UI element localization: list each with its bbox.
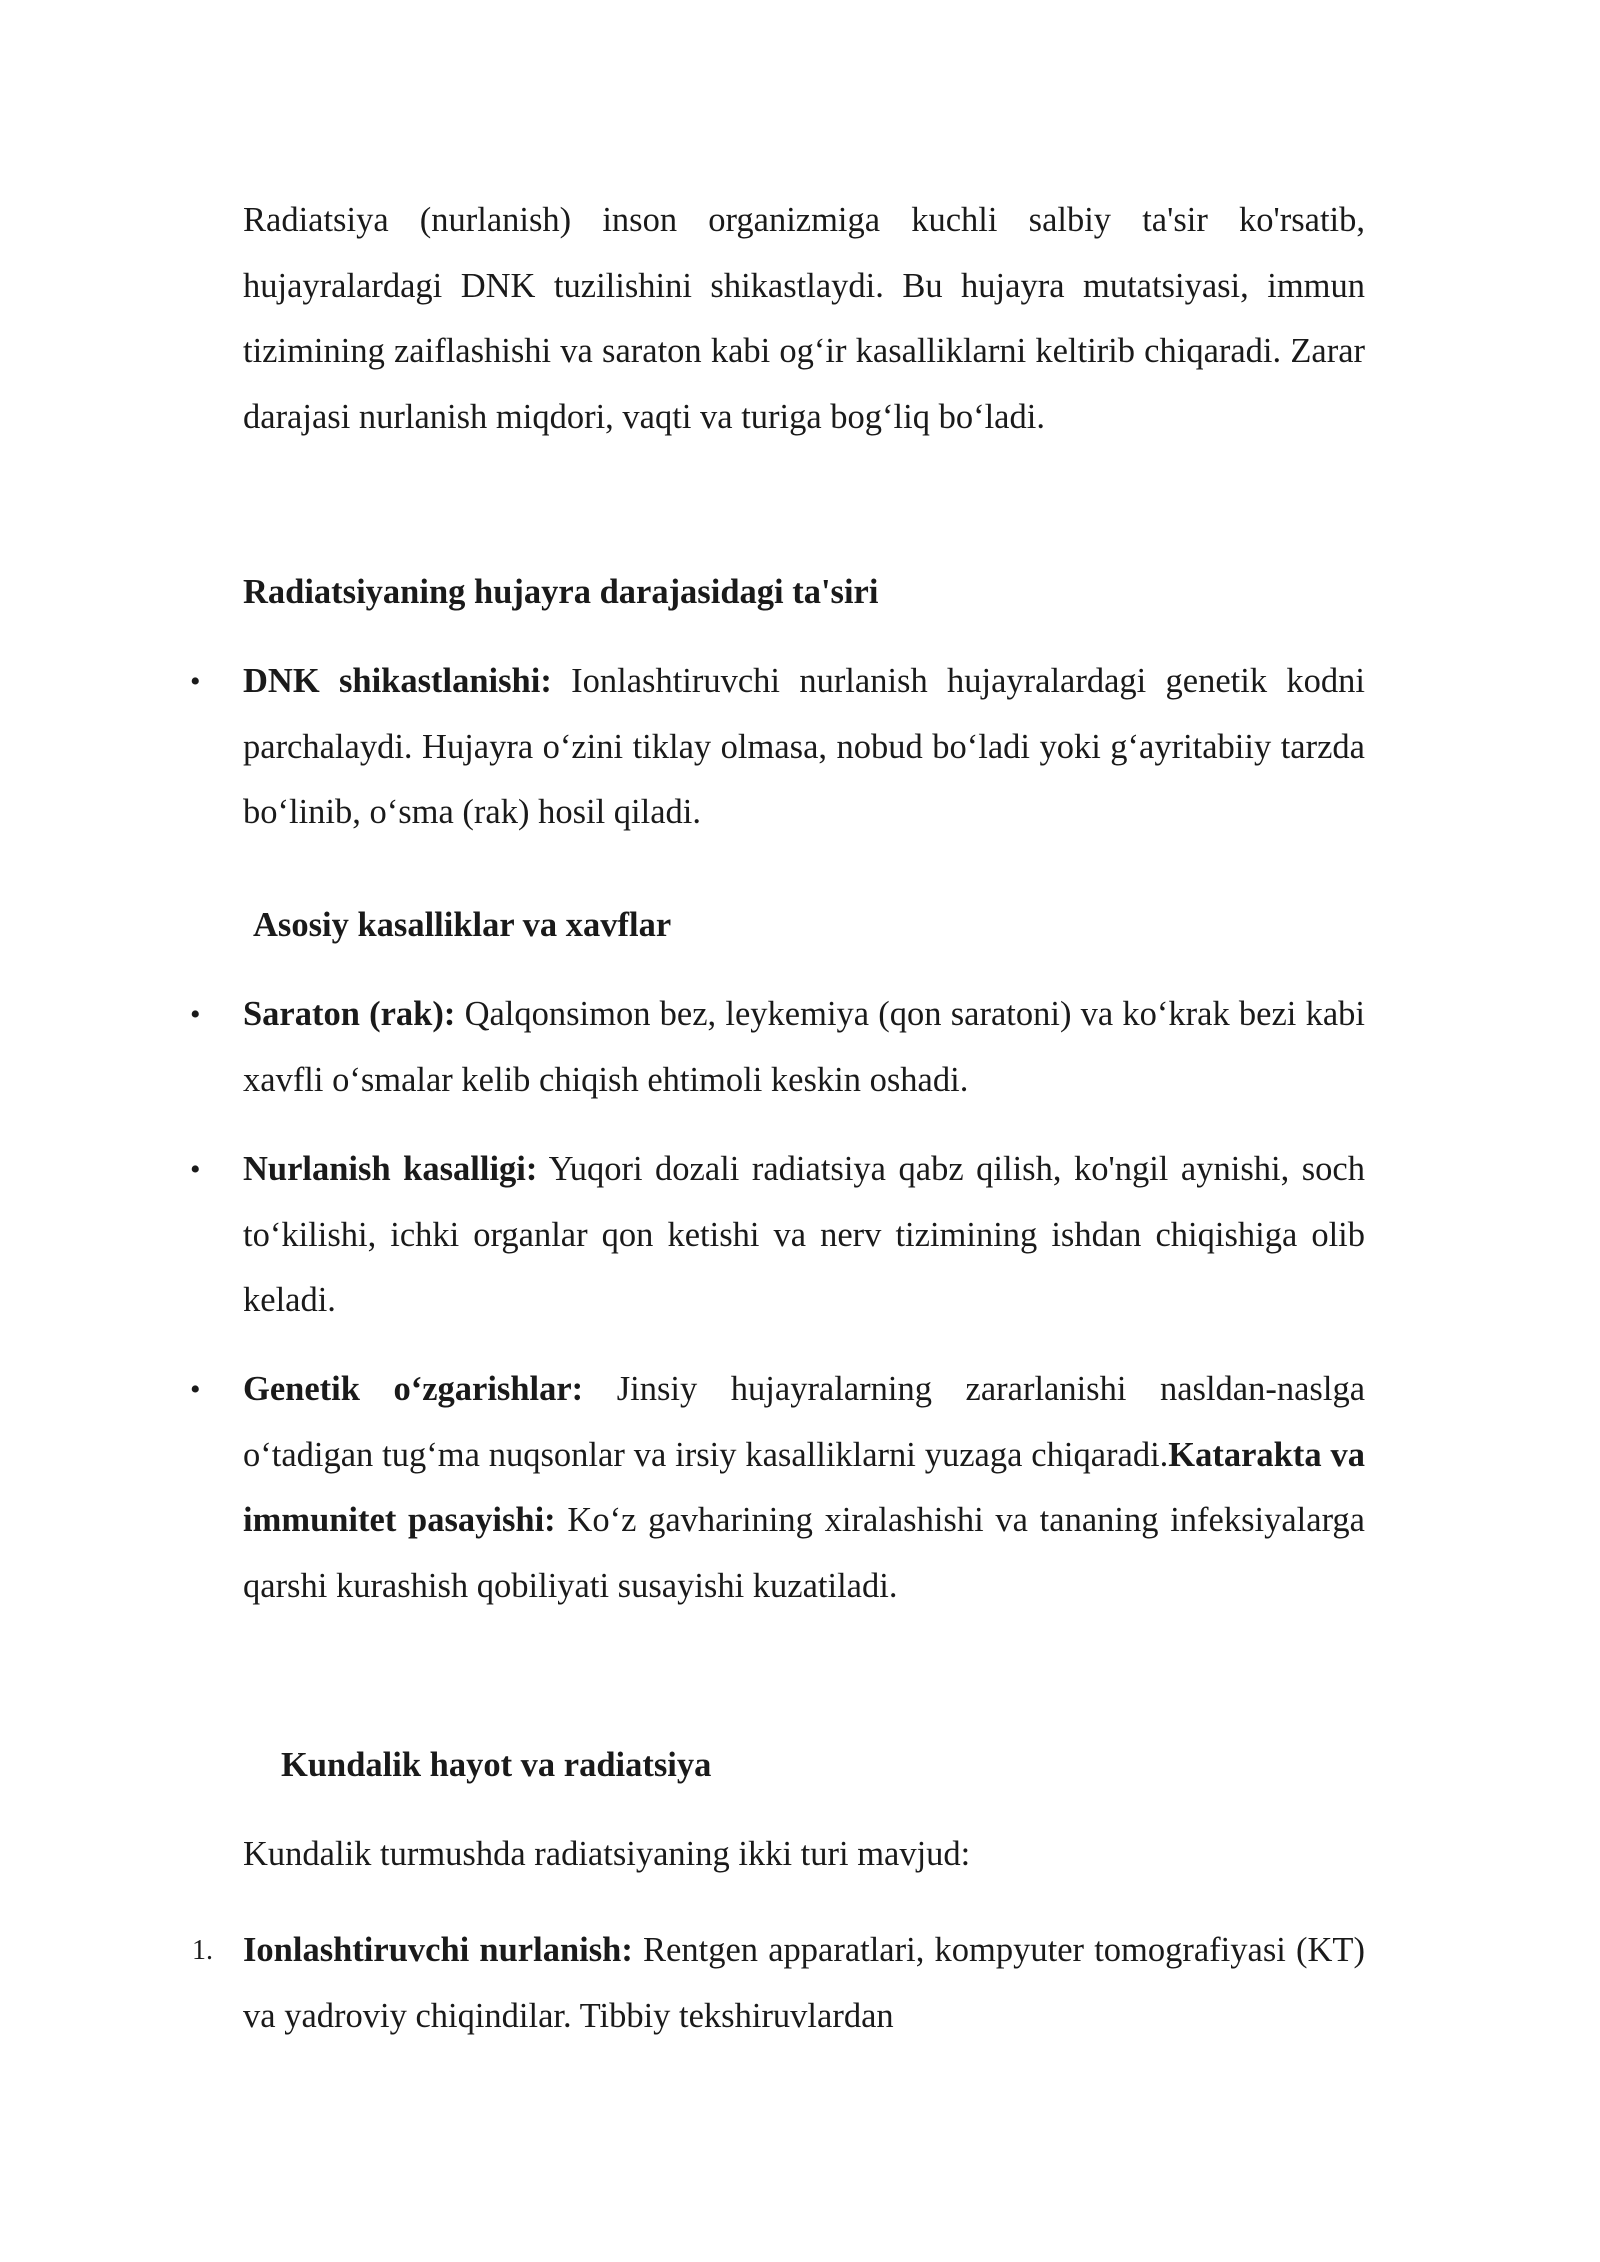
section-heading-daily-life: Kundalik hayot va radiatsiya <box>281 1746 712 1784</box>
list-item-radiation-sickness <box>243 1137 1365 1334</box>
item-text: Rentgen apparatlari, kompyuter tomografiyasi (KT) va yadroviy chiqindilar. Tibbiy tekshiruvlardan <box>243 1931 1365 2035</box>
bullet-icon: • <box>190 1153 201 1186</box>
item-text-secondary: Ko‘z gavharining xiralashishi va tananing infeksiyalarga qarshi kurashish qobiliyati susayishi kuzatiladi. <box>243 1501 1365 1605</box>
list-item-dna-damage <box>243 649 1365 846</box>
bullet-icon: • <box>190 665 201 698</box>
bullet-icon: • <box>190 998 201 1031</box>
item-text: Qalqonsimon bez, leykemiya (qon saratoni) va ko‘krak bezi kabi xavfli o‘smalar kelib chiqish ehtimoli keskin oshadi. <box>243 995 1365 1099</box>
item-text: Yuqori dozali radiatsiya qabz qilish, ko'ngil aynishi, soch to‘kilishi, ichki organlar qon ketishi va nerv tizimining ishdan chiqishiga olib keladi. <box>243 1150 1365 1319</box>
list-item-cancer <box>243 982 1365 1113</box>
section-heading-cellular-effects: Radiatsiyaning hujayra darajasidagi ta'siri <box>243 573 879 611</box>
section-heading-diseases: Asosiy kasalliklar va xavflar <box>253 906 672 944</box>
list-item-ionizing-radiation <box>243 1918 1365 2049</box>
term-label: Ionlashtiruvchi nurlanish: <box>243 1931 633 1969</box>
term-label: Genetik o‘zgarishlar: <box>243 1370 584 1408</box>
intro-paragraph: Radiatsiya (nurlanish) inson organizmiga kuchli salbiy ta'sir ko'rsatib, hujayralardagi DNK tuzilishini shikastlaydi. Bu hujayra mutatsiyasi, immun tizimining zaiflashishi va saraton kabi og‘ir kasalliklarni keltirib chiqaradi. Zarar darajasi nurlanish miqdori, vaqti va turiga bog‘liq bo‘ladi. <box>243 201 1365 436</box>
term-label: Saraton (rak): <box>243 995 456 1033</box>
term-label-secondary: Katarakta va immunitet pasayishi: <box>243 1435 1365 1539</box>
term-label: Nurlanish kasalligi: <box>243 1150 538 1188</box>
bullet-icon: • <box>190 1373 201 1406</box>
item-text: Jinsiy hujayralarning zararlanishi nasldan-naslga o‘tadigan tug‘ma nuqsonlar va irsiy kasalliklarni yuzaga chiqaradi. <box>243 1370 1366 1474</box>
section-intro-paragraph: Kundalik turmushda radiatsiyaning ikki turi mavjud: <box>243 1835 971 1873</box>
list-item-genetic-changes <box>243 1357 1365 1619</box>
list-number: 1. <box>192 1935 213 1966</box>
term-label: DNK shikastlanishi: <box>243 662 552 700</box>
item-text: Ionlashtiruvchi nurlanish hujayralardagi genetik kodni parchalaydi. Hujayra o‘zini tiklay olmasa, nobud bo‘ladi yoki g‘ayritabiiy tarzda bo‘linib, o‘sma (rak) hosil qiladi. <box>243 662 1365 831</box>
